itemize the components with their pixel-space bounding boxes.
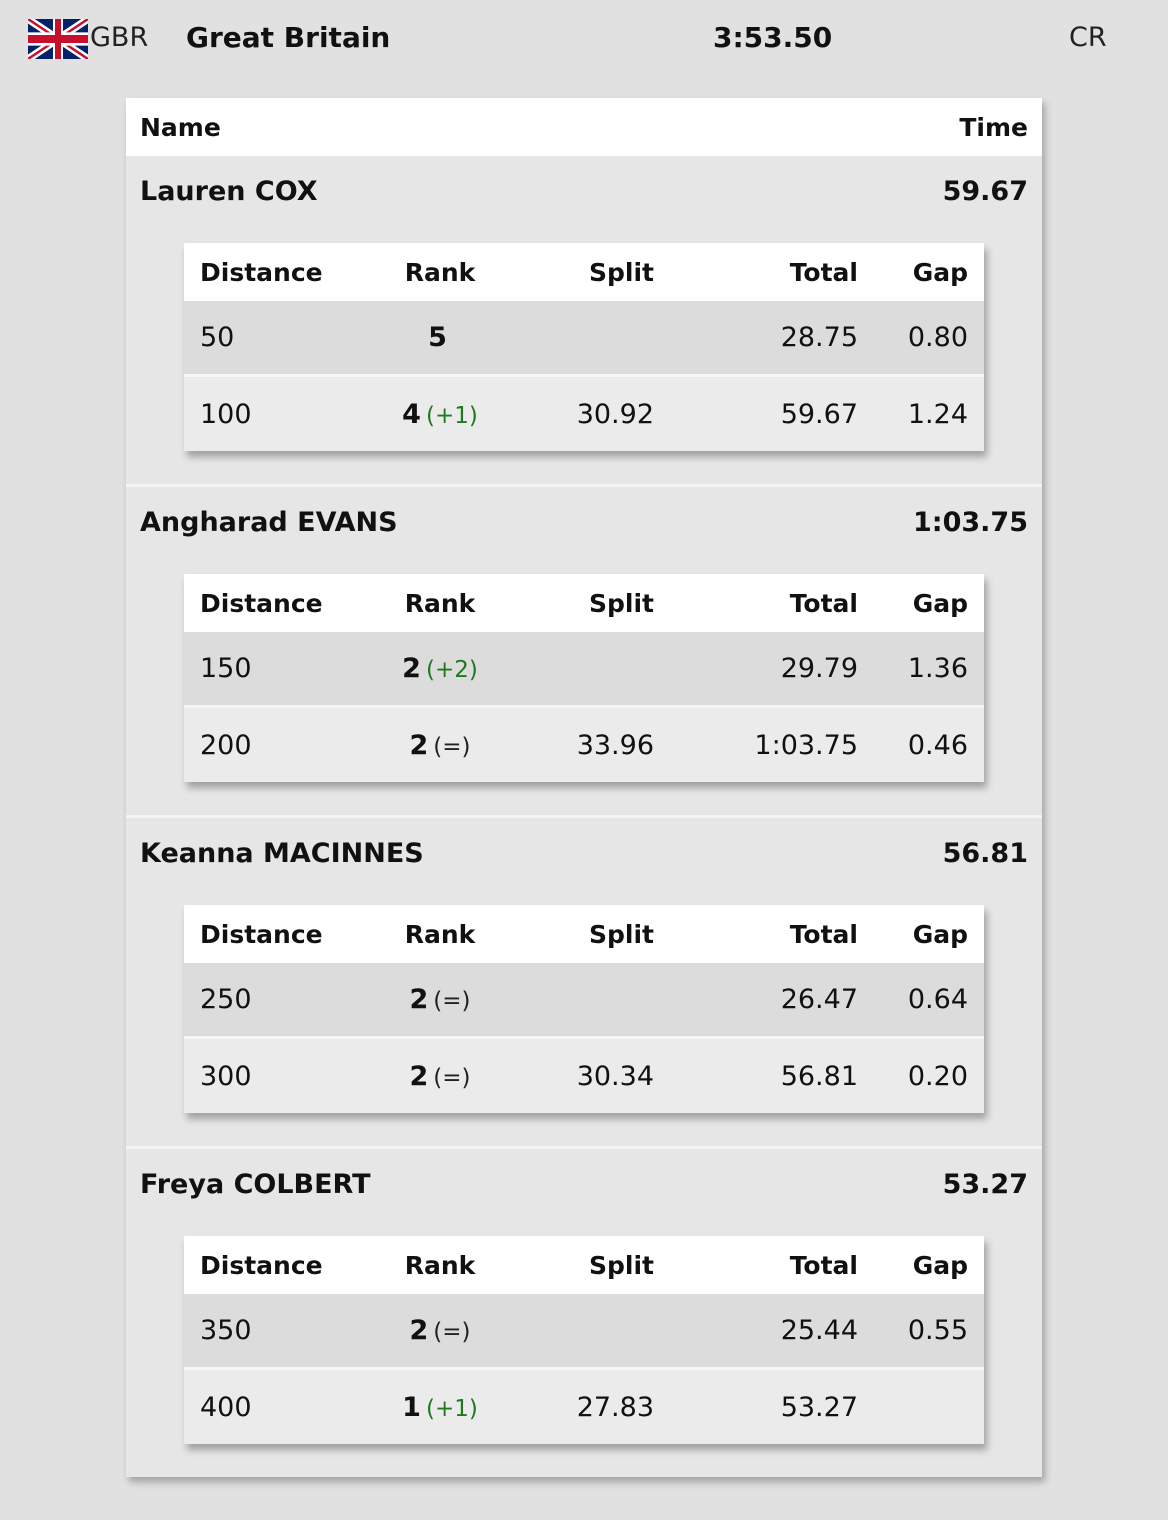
splits-table: [184, 243, 984, 451]
swimmer-section: [126, 484, 1042, 815]
name-column-header: Name: [140, 112, 221, 142]
split-column-header: Split: [589, 588, 654, 618]
splits-table: [184, 905, 984, 1113]
split-distance: 350: [200, 1315, 252, 1346]
split-total: 28.75: [780, 322, 858, 353]
record-badge: CR: [1069, 22, 1107, 53]
gap-column-header: Gap: [912, 257, 968, 287]
splits-table: [184, 574, 984, 782]
split-distance: 400: [200, 1391, 252, 1423]
split-gap: 0.80: [907, 322, 968, 353]
rank-number: 1: [402, 1391, 421, 1423]
rank-change: (+1): [425, 1395, 478, 1422]
split-time: 27.83: [576, 1391, 654, 1423]
split-gap: 1.24: [907, 398, 968, 430]
splits-header-row: [184, 574, 984, 632]
split-rank: [380, 653, 500, 684]
swimmer-time: 59.67: [942, 176, 1028, 207]
split-distance: 300: [200, 1060, 252, 1092]
split-total: 26.47: [780, 984, 858, 1015]
rank-change: (+1): [425, 402, 478, 429]
splits-header-row: [184, 1236, 984, 1294]
swimmer-name: Keanna MACINNES: [140, 838, 424, 869]
split-gap: 1.36: [907, 653, 968, 684]
split-row: [184, 1294, 984, 1370]
total-column-header: Total: [789, 588, 858, 618]
split-rank: [380, 730, 500, 761]
split-total: 29.79: [780, 653, 858, 684]
splits-header-row: [184, 243, 984, 301]
rank-number: 4: [402, 398, 421, 430]
rank-change: (=): [433, 1319, 471, 1345]
total-column-header: Total: [789, 1250, 858, 1280]
split-gap: 0.20: [907, 1060, 968, 1092]
split-distance: 100: [200, 398, 252, 430]
time-column-header: Time: [959, 112, 1028, 142]
rank-number: 5: [428, 322, 447, 353]
distance-column-header: Distance: [200, 257, 323, 287]
gap-column-header: Gap: [912, 588, 968, 618]
rank-change: (=): [433, 733, 471, 760]
split-row: [184, 1370, 984, 1444]
rank-number: 2: [402, 653, 421, 684]
rank-number: 2: [409, 984, 429, 1015]
rank-change: (=): [433, 1064, 471, 1091]
gap-column-header: Gap: [912, 1250, 968, 1280]
team-summary-bar: [0, 0, 1168, 80]
split-row: [184, 632, 984, 708]
rank-number: 2: [409, 1060, 429, 1092]
split-total: 59.67: [780, 398, 858, 430]
total-column-header: Total: [789, 919, 858, 949]
distance-column-header: Distance: [200, 588, 323, 618]
split-rank: [380, 984, 500, 1015]
swimmer-time: 1:03.75: [913, 507, 1028, 538]
split-rank: [380, 1061, 500, 1092]
splits-table: [184, 1236, 984, 1444]
rank-change: (+2): [425, 657, 478, 683]
rank-column-header: Rank: [404, 588, 476, 618]
swimmer-row: [140, 838, 1028, 869]
split-time: 30.34: [576, 1060, 654, 1092]
split-time: 30.92: [576, 398, 654, 430]
split-rank: [380, 1315, 500, 1346]
split-row: [184, 708, 984, 782]
split-gap: 0.46: [907, 729, 968, 761]
table-header: [126, 98, 1042, 156]
split-rank: [380, 399, 500, 430]
gap-column-header: Gap: [912, 919, 968, 949]
split-distance: 250: [200, 984, 252, 1015]
swimmer-row: [140, 1169, 1028, 1200]
rank-column-header: Rank: [404, 1250, 476, 1280]
split-column-header: Split: [589, 1250, 654, 1280]
country-code: GBR: [90, 22, 149, 53]
split-column-header: Split: [589, 919, 654, 949]
split-rank: [380, 322, 500, 353]
swimmer-section: [126, 156, 1042, 484]
swimmer-time: 53.27: [942, 1169, 1028, 1200]
split-column-header: Split: [589, 257, 654, 287]
swimmer-row: [140, 176, 1028, 207]
rank-change: (=): [433, 988, 471, 1014]
split-distance: 50: [200, 322, 235, 353]
swimmer-time: 56.81: [942, 838, 1028, 869]
swimmer-name: Angharad EVANS: [140, 507, 398, 538]
splits-header-row: [184, 905, 984, 963]
split-row: [184, 377, 984, 451]
split-row: [184, 963, 984, 1039]
swimmer-row: [140, 507, 1028, 538]
split-total: 25.44: [780, 1315, 858, 1346]
split-total: 53.27: [780, 1391, 858, 1423]
rank-column-header: Rank: [404, 257, 476, 287]
rank-column-header: Rank: [404, 919, 476, 949]
distance-column-header: Distance: [200, 919, 323, 949]
split-total: 56.81: [780, 1060, 858, 1092]
swimmer-section: [126, 1146, 1042, 1477]
swimmer-section: [126, 815, 1042, 1146]
union-jack-flag-icon: [28, 19, 88, 59]
split-row: [184, 1039, 984, 1113]
swimmer-list: [126, 156, 1042, 1477]
split-time: 33.96: [576, 729, 654, 761]
swimmer-name: Freya COLBERT: [140, 1169, 371, 1200]
split-rank: [380, 1392, 500, 1423]
country-name: Great Britain: [186, 21, 391, 54]
team-time: 3:53.50: [713, 21, 833, 54]
total-column-header: Total: [789, 257, 858, 287]
split-distance: 200: [200, 729, 252, 761]
relay-splits-panel: [126, 98, 1042, 1477]
split-gap: 0.55: [907, 1315, 968, 1346]
split-gap: 0.64: [907, 984, 968, 1015]
rank-number: 2: [409, 729, 429, 761]
distance-column-header: Distance: [200, 1250, 323, 1280]
rank-number: 2: [409, 1315, 429, 1346]
split-total: 1:03.75: [754, 729, 858, 761]
split-distance: 150: [200, 653, 252, 684]
swimmer-name: Lauren COX: [140, 176, 318, 207]
split-row: [184, 301, 984, 377]
